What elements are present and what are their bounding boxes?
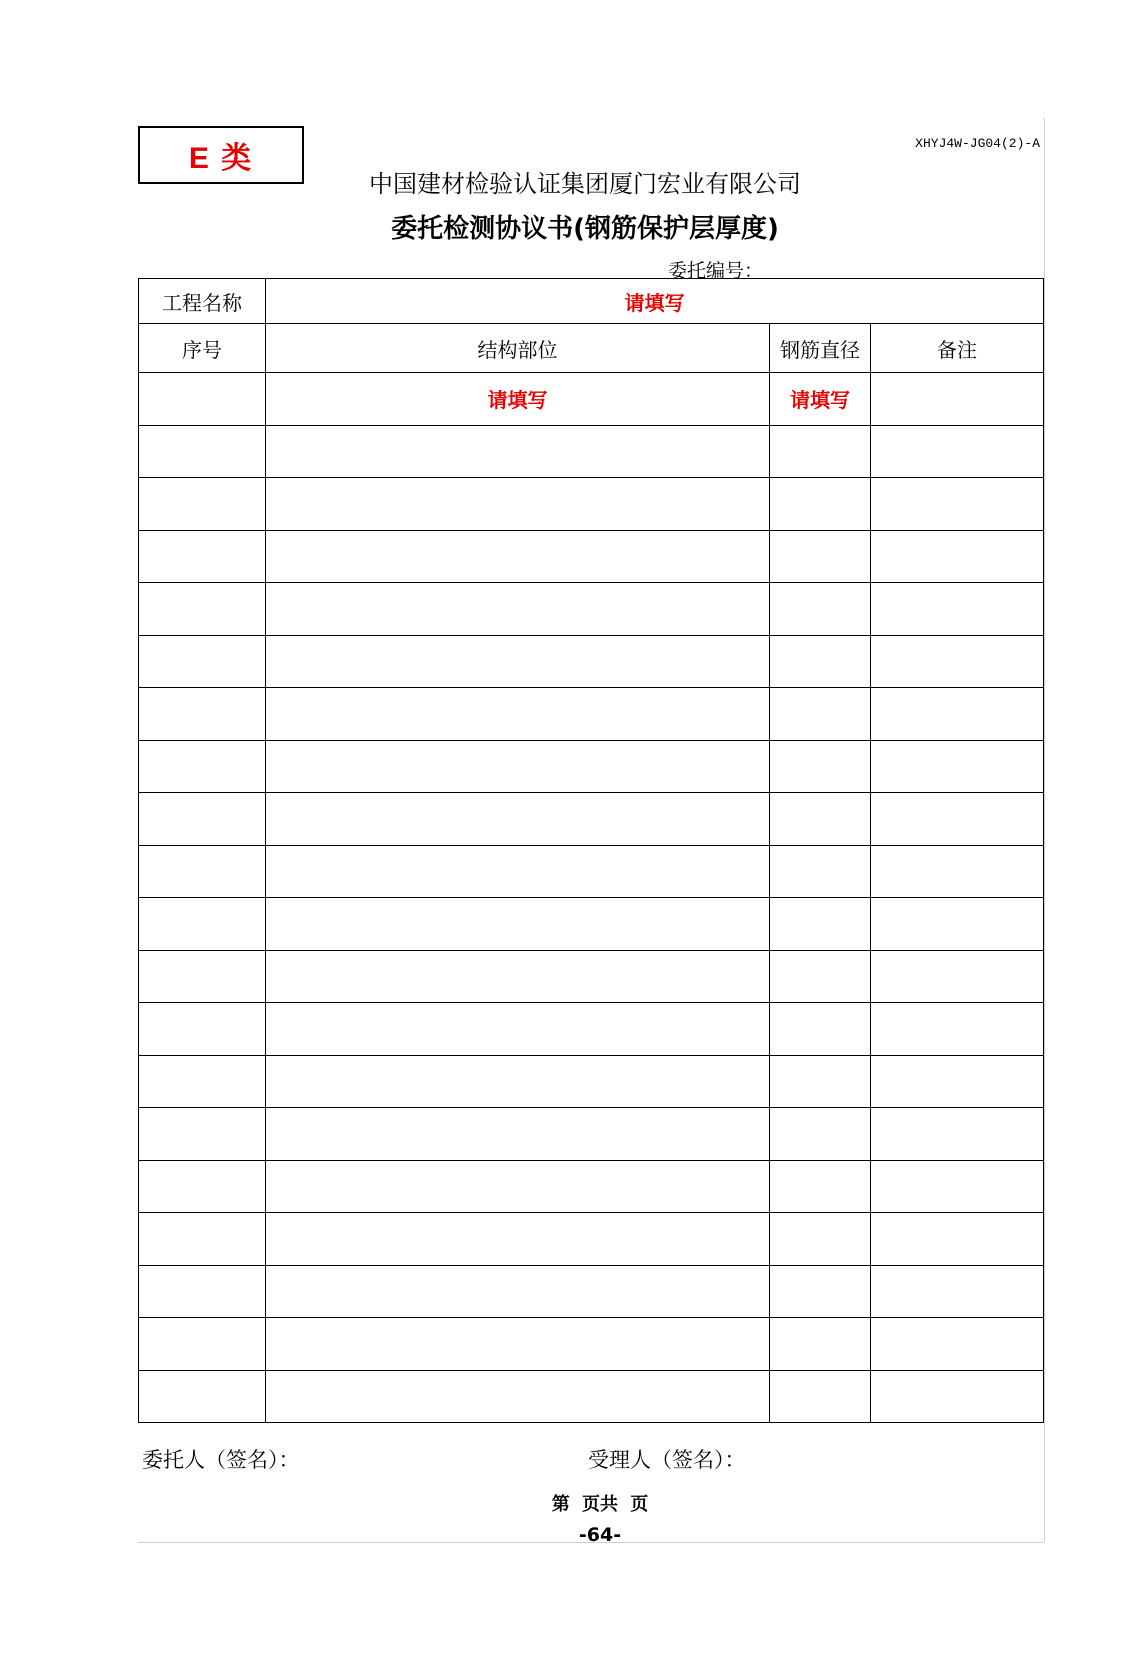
remarks-cell[interactable]: [871, 1160, 1044, 1213]
table-row: [139, 740, 1044, 793]
structure-part-cell[interactable]: [266, 1370, 770, 1423]
rebar-diameter-cell[interactable]: [770, 1213, 871, 1266]
rebar-diameter-cell[interactable]: [770, 1108, 871, 1161]
project-name-label: 工程名称: [139, 279, 266, 324]
serial-cell[interactable]: [139, 1108, 266, 1161]
structure-part-cell[interactable]: [266, 1213, 770, 1266]
rebar-diameter-cell[interactable]: [770, 845, 871, 898]
table-row: [139, 373, 1044, 426]
header-remarks: 备注: [871, 324, 1044, 373]
serial-cell[interactable]: [139, 583, 266, 636]
table-header-row: [139, 324, 1044, 373]
rebar-diameter-cell[interactable]: [770, 898, 871, 951]
structure-part-cell[interactable]: [266, 425, 770, 478]
serial-cell[interactable]: [139, 1213, 266, 1266]
table-row: [139, 1108, 1044, 1161]
rebar-diameter-cell[interactable]: [770, 1160, 871, 1213]
structure-part-cell[interactable]: [266, 635, 770, 688]
structure-part-cell[interactable]: [266, 1055, 770, 1108]
pagination-text: 第 页共 页: [551, 1494, 649, 1515]
table-row: [139, 1055, 1044, 1108]
rebar-diameter-cell[interactable]: [770, 1055, 871, 1108]
serial-cell[interactable]: [139, 635, 266, 688]
table-row: [139, 793, 1044, 846]
category-badge: E 类: [138, 126, 304, 184]
table-row: [139, 583, 1044, 636]
remarks-cell[interactable]: [871, 1318, 1044, 1371]
table-row: [139, 1370, 1044, 1423]
remarks-cell[interactable]: [871, 1003, 1044, 1056]
structure-part-cell[interactable]: [266, 1003, 770, 1056]
structure-part-cell[interactable]: [266, 1108, 770, 1161]
rebar-diameter-cell[interactable]: [770, 583, 871, 636]
rebar-diameter-cell[interactable]: [770, 635, 871, 688]
rebar-diameter-cell[interactable]: [770, 478, 871, 531]
structure-part-cell[interactable]: [266, 950, 770, 1003]
table-row: [139, 950, 1044, 1003]
serial-cell[interactable]: [139, 793, 266, 846]
serial-cell[interactable]: [139, 1370, 266, 1423]
serial-cell[interactable]: [139, 898, 266, 951]
table-row: [139, 1003, 1044, 1056]
receiver-signature-label: 受理人（签名）：: [588, 1448, 746, 1472]
remarks-cell[interactable]: [871, 583, 1044, 636]
serial-cell[interactable]: [139, 1055, 266, 1108]
company-name: 中国建材检验认证集团厦门宏业有限公司: [369, 170, 801, 198]
serial-cell[interactable]: [139, 373, 266, 426]
document-title: 委托检测协议书(钢筋保护层厚度): [391, 214, 779, 244]
rebar-diameter-cell[interactable]: [770, 425, 871, 478]
project-name-row: [139, 279, 1044, 324]
rebar-diameter-cell[interactable]: 请填写: [770, 373, 871, 426]
remarks-cell[interactable]: [871, 425, 1044, 478]
structure-part-cell[interactable]: 请填写: [266, 373, 770, 426]
remarks-cell[interactable]: [871, 950, 1044, 1003]
consignor-signature-label: 委托人（签名）：: [142, 1448, 300, 1472]
commission-table: [138, 278, 1044, 1423]
structure-part-cell[interactable]: [266, 688, 770, 741]
structure-part-cell[interactable]: [266, 1160, 770, 1213]
rebar-diameter-cell[interactable]: [770, 530, 871, 583]
serial-cell[interactable]: [139, 845, 266, 898]
structure-part-cell[interactable]: [266, 1318, 770, 1371]
rebar-diameter-cell[interactable]: [770, 740, 871, 793]
serial-cell[interactable]: [139, 1003, 266, 1056]
remarks-cell[interactable]: [871, 740, 1044, 793]
table-row: [139, 425, 1044, 478]
table-row: [139, 1160, 1044, 1213]
table-row: [139, 1265, 1044, 1318]
serial-cell[interactable]: [139, 425, 266, 478]
table-row: [139, 635, 1044, 688]
project-name-field[interactable]: 请填写: [266, 279, 1044, 324]
remarks-cell[interactable]: [871, 793, 1044, 846]
remarks-cell[interactable]: [871, 1370, 1044, 1423]
remarks-cell[interactable]: [871, 1213, 1044, 1266]
structure-part-cell[interactable]: [266, 583, 770, 636]
remarks-cell[interactable]: [871, 898, 1044, 951]
header-structure-part: 结构部位: [266, 324, 770, 373]
table-row: [139, 1213, 1044, 1266]
structure-part-cell[interactable]: [266, 530, 770, 583]
remarks-cell[interactable]: [871, 1265, 1044, 1318]
rebar-diameter-cell[interactable]: [770, 950, 871, 1003]
structure-part-cell[interactable]: [266, 845, 770, 898]
structure-part-cell[interactable]: [266, 793, 770, 846]
rebar-diameter-cell[interactable]: [770, 688, 871, 741]
commission-number-label: 委托编号：: [668, 260, 764, 282]
header-rebar-diameter: 钢筋直径: [770, 324, 871, 373]
serial-cell[interactable]: [139, 740, 266, 793]
remarks-cell[interactable]: [871, 530, 1044, 583]
remarks-cell[interactable]: [871, 1108, 1044, 1161]
serial-cell[interactable]: [139, 1265, 266, 1318]
table-row: [139, 478, 1044, 531]
serial-cell[interactable]: [139, 688, 266, 741]
remarks-cell[interactable]: [871, 373, 1044, 426]
remarks-cell[interactable]: [871, 1055, 1044, 1108]
table-row: [139, 688, 1044, 741]
table-row: [139, 530, 1044, 583]
rebar-diameter-cell[interactable]: [770, 1370, 871, 1423]
rebar-diameter-cell[interactable]: [770, 1003, 871, 1056]
remarks-cell[interactable]: [871, 478, 1044, 531]
structure-part-cell[interactable]: [266, 478, 770, 531]
serial-cell[interactable]: [139, 478, 266, 531]
rebar-diameter-cell[interactable]: [770, 793, 871, 846]
page-border-right: [1044, 118, 1045, 1542]
page-number: -64-: [578, 1524, 622, 1546]
table-row: [139, 1318, 1044, 1371]
structure-part-cell[interactable]: [266, 740, 770, 793]
rebar-diameter-cell[interactable]: [770, 1318, 871, 1371]
form-code: XHYJ4W-JG04(2)-A: [915, 136, 1040, 151]
table-row: [139, 845, 1044, 898]
table-row: [139, 898, 1044, 951]
remarks-cell[interactable]: [871, 845, 1044, 898]
header-serial: 序号: [139, 324, 266, 373]
serial-cell[interactable]: [139, 1318, 266, 1371]
remarks-cell[interactable]: [871, 688, 1044, 741]
serial-cell[interactable]: [139, 1160, 266, 1213]
serial-cell[interactable]: [139, 950, 266, 1003]
rebar-diameter-cell[interactable]: [770, 1265, 871, 1318]
serial-cell[interactable]: [139, 530, 266, 583]
structure-part-cell[interactable]: [266, 1265, 770, 1318]
structure-part-cell[interactable]: [266, 898, 770, 951]
remarks-cell[interactable]: [871, 635, 1044, 688]
